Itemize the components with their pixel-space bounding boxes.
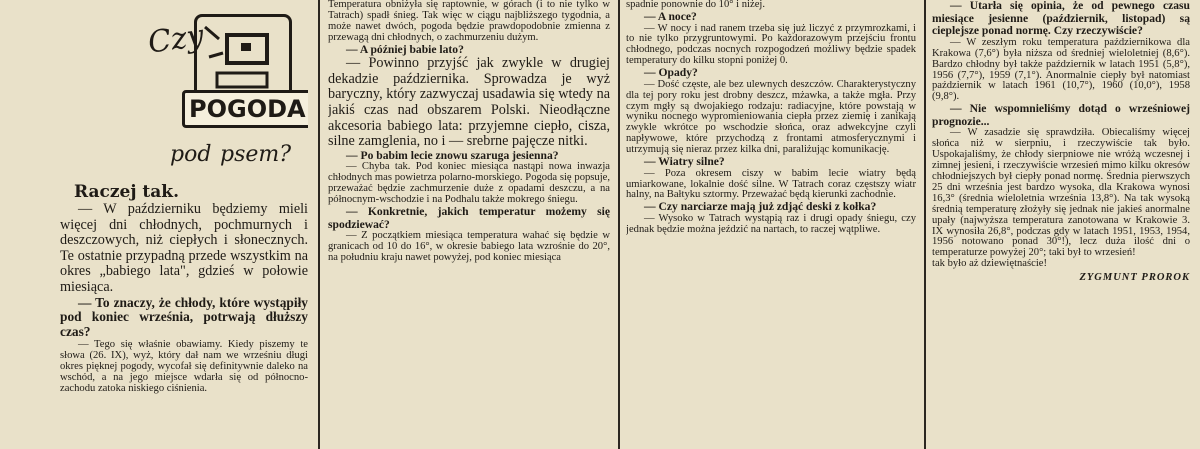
col3-question-4: — Czy narciarze mają już zdjąć deski z kołka? <box>644 200 877 214</box>
column-3 <box>626 0 916 449</box>
sun-drawing-icon <box>194 14 292 98</box>
col3-question-3: — Wiatry silne? <box>644 155 725 169</box>
col4-paragraph-3: tak było aż dziewiętnaście! <box>932 258 1048 270</box>
col2-question-1: — A później babie lato? <box>346 42 464 56</box>
column-4 <box>932 0 1190 449</box>
column-2 <box>328 0 610 449</box>
column-divider-1 <box>318 0 320 449</box>
col3-paragraph-3: — Dość częste, ale bez ulewnych deszczów. Charakterystyczny dla tej pory roku jest drobny deszcz, mżawka, a także mgła. Przy czym mgły są dwojakiego rodzaju: radiacyjne, które powstają w wyniku nocnego wypromieniowania ciepła przez ziemię i zanikają zwykle wkrótce po wschodzie słońca, oraz adwekcyjne czyli napływowe, które przychodzą z frontami atmosferycznymi i utrzymują się nieraz przez kilka dni, paraliżując komunikację. <box>626 78 916 156</box>
col2-question-2: — Po babim lecie znowu szaruga jesienna? <box>346 148 559 162</box>
col3-paragraph-2: — W nocy i nad ranem trzeba się już liczyć z przymrozkami, i to nie tylko przygruntowymi. Po każdorazowym przejściu frontu chłodnego, podczas nocnych rozpogodzeń możliwy będzie spadek temperatury do kilku stopni poniżej 0. <box>626 22 916 67</box>
column-divider-3 <box>924 0 926 449</box>
column-divider-2 <box>618 0 620 449</box>
col3-question-2: — Opady? <box>644 66 698 80</box>
col4-paragraph-1: — W zeszłym roku temperatura październikowa dla Krakowa (7,6°) była niższa od średniej wieloletniej (8,6°). Bardzo chłodny był także październik w latach 1951 (5,8°), 1956 (7,7°), 1959 (7,1°). Anormalnie ciepły był natomiast październik w latach 1961 (10,7°), 1960 (10,0°), 1958 (9,8°). <box>932 36 1190 103</box>
col1-question-1: — To znaczy, że chłody, które wystąpiły pod koniec września, potrwają dłuższy czas? <box>60 294 308 340</box>
logo-czy: Czy <box>145 18 206 61</box>
logo-pod: pod <box>170 142 212 167</box>
col2-paragraph-3: — Chyba tak. Pod koniec miesiąca nastąpi nowa inwazja chłodnych mas powietrza polarno-morskiego. Pogoda się popsuje, przeważać będzie zachmurzenie duże z opadami deszczu, a na północnym-wschodzie i na Podhalu także mokrego śniegu. <box>328 161 610 206</box>
col2-question-3: — Konkretnie, jakich temperatur możemy się spodziewać? <box>328 205 610 231</box>
logo-pogoda: POGODA <box>182 90 308 128</box>
column-1 <box>60 0 308 449</box>
col4-question-1: — Utarła się opinia, że od pewnego czasu miesiące jesienne (październik, listopad) są cieplejsze ponad normę. Czy rzeczywiście? <box>932 0 1190 38</box>
col3-paragraph-4: — Poza okresem ciszy w babim lecie wiatry będą umiarkowane, lokalnie dość silne. W Tatrach coraz częstszy wiatr halny, na Bałtyku sztormy. Przeważać będą kierunki zachodnie. <box>626 167 916 201</box>
pogoda-logo <box>60 0 308 180</box>
col2-paragraph-1: Temperatura obniżyła się raptownie, w górach (i to nie tylko w Tatrach) spadł śnieg. Tak więc w ciągu najbliższego tygodnia, a może nawet dwóch, pogoda będzie prawdopodobnie zmienna z przewagą dni chłodnych, o zachmurzeniu dużym. <box>328 0 610 43</box>
logo-psem: psem? <box>220 142 292 167</box>
col4-question-2: — Nie wspomnieliśmy dotąd o wrześniowej prognozie... <box>932 102 1190 128</box>
col2-paragraph-4: — Z początkiem miesiąca temperatura wahać się będzie w granicach od 10 do 16°, w okresie babiego lata wzrośnie do 20°, na południu kraju nawet powyżej, pod koniec miesiąca <box>328 230 610 263</box>
col3-paragraph-5: — Wysoko w Tatrach wystąpią raz i drugi opady śniegu, czy jednak będzie można jeździć na nartach, to raczej wątpliwe. <box>626 212 916 235</box>
col1-paragraph-1: — W październiku będziemy mieli więcej dni chłodnych, pochmurnych i deszczowych, niż ciepłych i słonecznych. Te ostatnie przypadną przede wszystkim na okres „babiego lata", gdzieś w połowie miesiąca. <box>60 201 308 295</box>
col2-paragraph-2: — Powinno przyjść jak zwykle w drugiej dekadzie października. Sprowadza je wyż baryczny, który zazwyczaj usadawia się wtedy na jakiś czas nad obszarem Polski. Nieodłączne akcesoria babiego lata: przyjemne ciepło, cisza, silne zamglenia, no i — srebrne pajęcze nitki. <box>328 55 610 150</box>
heading-raczej-tak: Raczej tak. <box>74 182 179 202</box>
col3-question-1: — A noce? <box>644 9 697 23</box>
col3-paragraph-1: spadnie ponownie do 10° i niżej. <box>626 0 765 10</box>
col1-paragraph-2: — Tego się właśnie obawiamy. Kiedy piszemy te słowa (26. IX), wyż, który dał nam we wrześniu długi okres pięknej pogody, wycofał się definitywnie daleko na wschód, a na jego miejsce wdarła się od północno-zachodu zatoka niskiego ciśnienia. <box>60 338 308 394</box>
author-signature: ZYGMUNT PROROK <box>1079 272 1190 284</box>
col4-paragraph-2: — W zasadzie się sprawdziła. Obiecaliśmy więcej słońca niż w sierpniu, i rzeczywiście tak było. Uspokajaliśmy, że chłody sierpniowe nie wróżą wczesnej i zimnej jesieni, i rzeczywiście wrzesień mimo kilku okresów chłodniejszych był ciepły ponad normę. Średnia pierwszych 25 dni września jest bardzo wysoka, dla Krakowa wynosi 16,3° (średnia wieloletnia września 13,8°). Na tak wysoką średnią temperaturę złożyły się jednak nie jakieś anormalne upały (najwyższa temperatura zanotowana w Krakowie 3. IX wynosiła 26,8°, podczas gdy w latach 1951, 1953, 1954, 1956 notowano ponad 30°!), lecz duża ilość dni o temperaturze powyżej 20°; taki był to wrzesień! <box>932 127 1190 259</box>
